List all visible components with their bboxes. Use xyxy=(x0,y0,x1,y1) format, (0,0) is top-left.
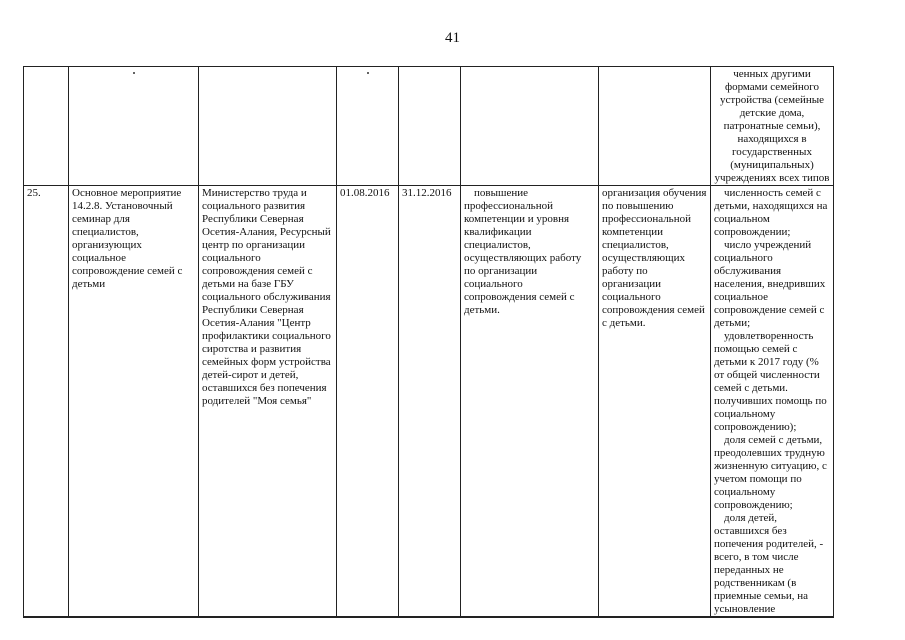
cell-number: 25. xyxy=(24,186,69,618)
indicator-item: удовлетворенность помощью семей с детьми к 2017 году (% от общей численности семей с детьми. получивших помощь по социальному сопровождению); xyxy=(714,330,827,433)
table-row-25 xyxy=(24,186,834,618)
indicator-item: доля семей с детьми, преодолевших трудную жизненную ситуацию, с учетом помощи по социальному сопровождению; xyxy=(714,434,827,511)
page-number: 41 xyxy=(445,30,460,46)
cell-event xyxy=(69,67,199,186)
cell-start-date: 01.08.2016 xyxy=(337,186,399,618)
expected-result-text: повышение профессиональной компетенции и уровня квалификации специалистов, осуществляющих работу по организации социального сопровождения семей с детьми. xyxy=(464,187,582,316)
cell-number xyxy=(24,67,69,186)
indicator-item: доля детей, оставшихся без попечения родителей, - всего, в том числе переданных не родственникам (в приемные семьи, на усыновление xyxy=(714,512,824,615)
dot-mark xyxy=(367,72,369,74)
table-row-continuation xyxy=(24,67,834,186)
program-table xyxy=(23,66,834,618)
cell-indicators: ченных другими формами семейного устройства (семейные детские дома, патронатные семьи), находящихся в государственных (муниципальных) учреждениях всех типов xyxy=(711,67,834,186)
cell-end-date: 31.12.2016 xyxy=(399,186,461,618)
cell-event: Основное мероприятие 14.2.8. Установочный семинар для специалистов, организующих социальное сопровождение семей с детьми xyxy=(69,186,199,618)
dot-mark xyxy=(133,72,135,74)
cell-indicators xyxy=(711,186,834,618)
indicator-item: число учреждений социального обслуживания населения, внедривших социальное сопровождение семей с детьми; xyxy=(714,239,826,329)
cell-end-date xyxy=(399,67,461,186)
indicator-item: численность семей с детьми, находящихся на социальном сопровождении; xyxy=(714,187,828,238)
cell-executor: Министерство труда и социального развития Республики Северная Осетия-Алания, Ресурсный центр по организации социального сопровождения семей с детьми на базе ГБУ социального обслуживания Республики Северная Осетия-Алания "Центр профилактики социального сиротства и развития семейных форм устройства детей-сирот и детей, оставшихся без попечения родителей "Моя семья" xyxy=(199,186,337,618)
cell-expected-result xyxy=(461,186,599,618)
cell-content xyxy=(599,67,711,186)
cell-start-date xyxy=(337,67,399,186)
cell-content: организация обучения по повышению профессиональной компетенции специалистов, осуществляющих работу по организации социального сопровождения семей с детьми. xyxy=(599,186,711,618)
cell-executor xyxy=(199,67,337,186)
cell-expected-result xyxy=(461,67,599,186)
